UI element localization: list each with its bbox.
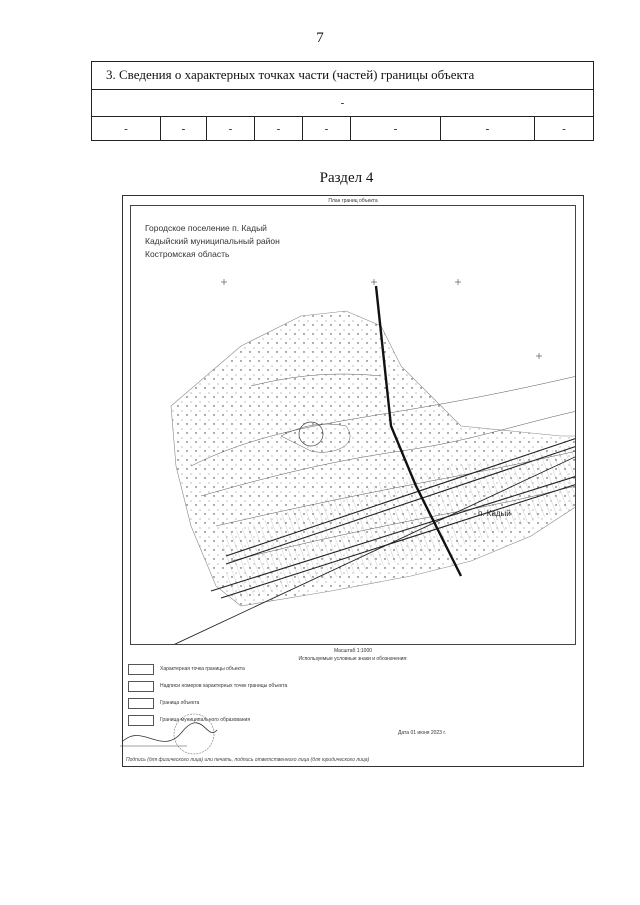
legend-label: Характерная точка границы объекта xyxy=(160,666,245,672)
map-scale: Масштаб 1:1000 xyxy=(333,648,373,654)
legend-title: Используемые условные знаки и обозначения: xyxy=(298,656,408,662)
legend-label: Надписи номеров характерных точек границы объекта xyxy=(160,683,288,689)
map-date: Дата 01 июня 2023 г. xyxy=(398,730,446,736)
map-canvas xyxy=(130,205,576,645)
section-title: Раздел 4 xyxy=(319,170,374,186)
table-title-row xyxy=(92,62,593,90)
table-cell: - xyxy=(440,117,534,141)
table-cell: - xyxy=(302,117,350,141)
table-cell: - xyxy=(340,97,345,109)
region-line: Городское поселение п. Кадый xyxy=(145,223,267,233)
map-header: План границ объекта xyxy=(328,198,378,204)
legend-label: Граница муниципального образования xyxy=(160,717,251,723)
table-cell: - xyxy=(350,117,440,141)
legend-item xyxy=(128,663,558,677)
table-cell: - xyxy=(254,117,302,141)
page-number: 7 xyxy=(316,30,324,46)
table-cell: - xyxy=(124,123,128,135)
legend-label: Граница объекта xyxy=(160,700,200,706)
table-cell: - xyxy=(534,117,593,141)
table-cell: - xyxy=(160,117,206,141)
signature-note: Подпись (для физического лица) или печать, подпись ответственного лица (для юридического лица) xyxy=(126,757,370,763)
table-title: 3. Сведения о характерных точках части (частей) границы объекта xyxy=(106,67,475,82)
legend-item xyxy=(128,697,558,711)
label-symbol-icon xyxy=(128,681,154,692)
table-row xyxy=(92,90,593,117)
place-label: п. Кадый xyxy=(478,509,511,518)
table-cell: - xyxy=(206,117,254,141)
region-line: Кадыйский муниципальный район xyxy=(145,236,280,246)
table-row xyxy=(92,117,593,141)
region-line: Костромская область xyxy=(145,249,230,259)
boundary-symbol-icon xyxy=(128,698,154,709)
legend-item xyxy=(128,680,558,694)
point-symbol-icon xyxy=(128,664,154,675)
characteristic-points-table xyxy=(91,61,594,141)
map-drawing xyxy=(131,206,576,645)
